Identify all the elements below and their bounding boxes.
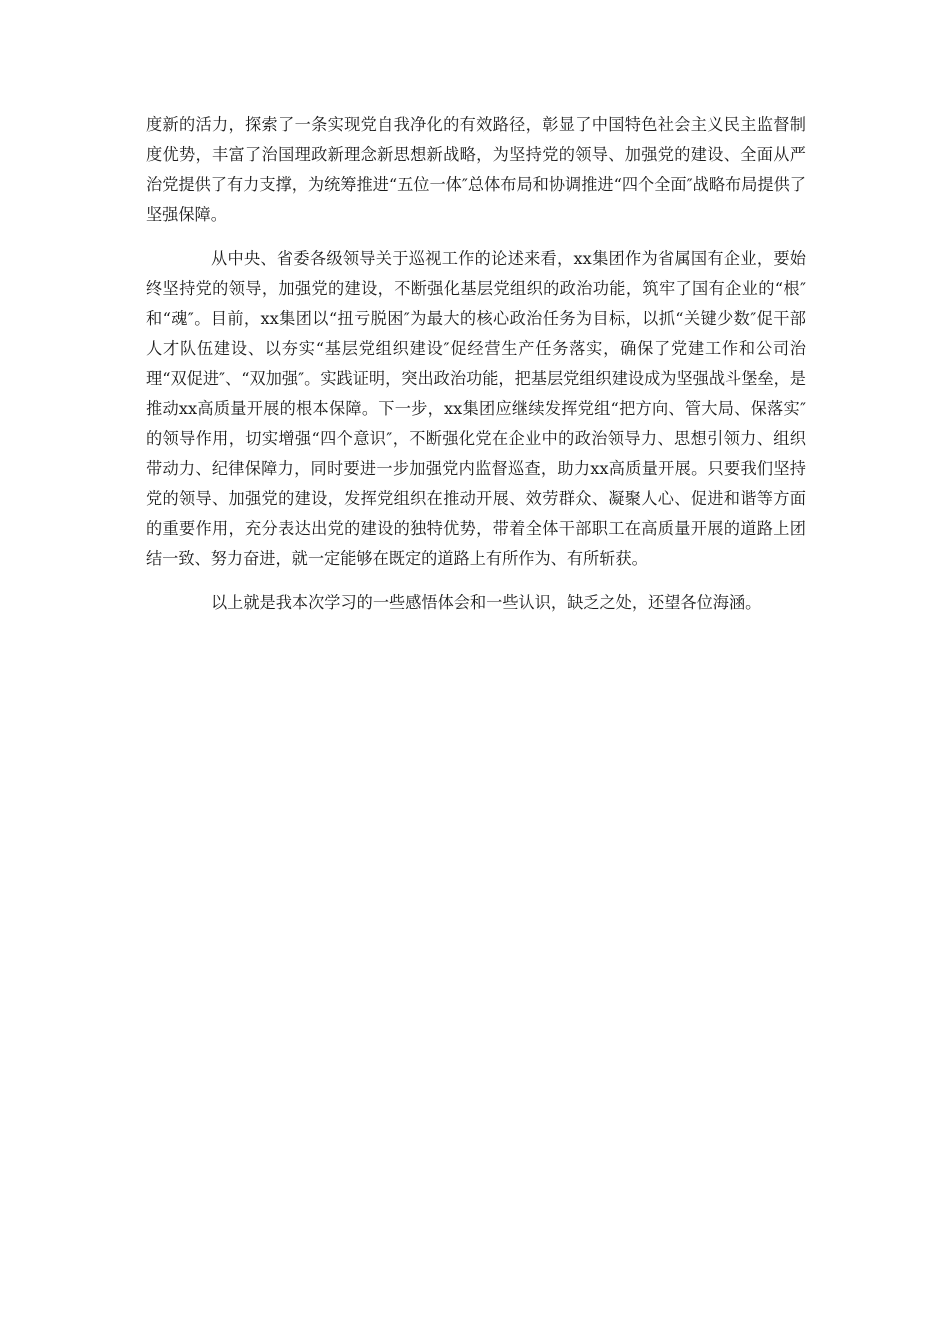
paragraph-inspection-discussion: 从中央、省委各级领导关于巡视工作的论述来看，xx集团作为省属国有企业，要始终坚持党的领导，加强党的建设，不断强化基层党组织的政治功能，筑牢了国有企业的“根″和“魂″。目前，xx集团以“扭亏脱困″为最大的核心政治任务为目标，以抓“关键少数″促干部人才队伍建设、以夯实“基层党组织建设″促经营生产任务落实，确保了党建工作和公司治理“双促进″、“双加强″。实践证明，突出政治功能，把基层党组织建设成为坚强战斗堡垒，是推动xx高质量开展的根本保障。下一步，xx集团应继续发挥党组“把方向、管大局、保落实″的领导作用，切实增强“四个意识″，不断强化党在企业中的政治领导力、思想引领力、组织带动力、纪律保障力，同时要进一步加强党内监督巡查，助力xx高质量开展。只要我们坚持党的领导、加强党的建设，发挥党组织在推动开展、效劳群众、凝聚人心、促进和谐等方面的重要作用，充分表达出党的建设的独特优势，带着全体干部职工在高质量开展的道路上团结一致、努力奋进，就一定能够在既定的道路上有所作为、有所斩获。 (146, 249, 806, 568)
document-body (146, 110, 806, 618)
paragraph-continuation: 度新的活力，探索了一条实现党自我净化的有效路径，彰显了中国特色社会主义民主监督制度优势，丰富了治国理政新理念新思想新战略，为坚持党的领导、加强党的建设、全面从严治党提供了有力支撑，为统筹推进“五位一体″总体布局和协调推进“四个全面″战略布局提供了坚强保障。 (146, 115, 806, 224)
paragraph-closing: 以上就是我本次学习的一些感悟体会和一些认识，缺乏之处，还望各位海涵。 (211, 593, 762, 612)
